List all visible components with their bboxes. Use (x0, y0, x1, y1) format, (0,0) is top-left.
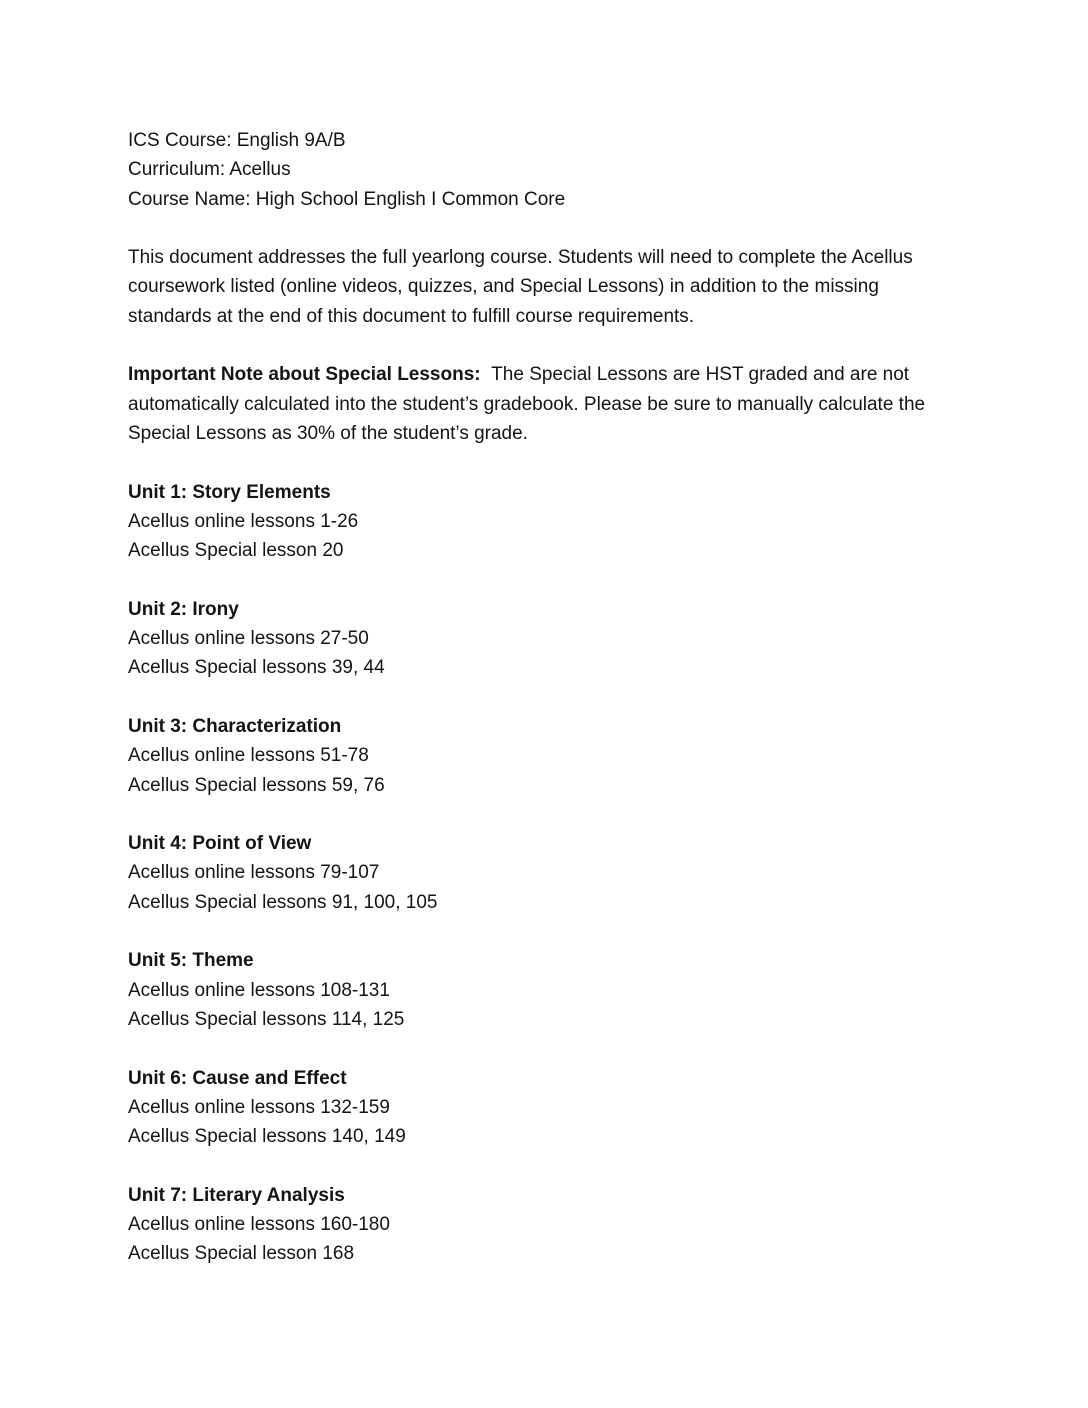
unit-special-lessons: Acellus Special lessons 59, 76 (128, 774, 385, 796)
unit-block (128, 712, 968, 800)
curriculum-line: Curriculum: Acellus (128, 159, 291, 181)
note-line: Special Lessons as 30% of the student’s grade. (128, 422, 528, 444)
unit-block (128, 595, 968, 683)
unit-online-lessons: Acellus online lessons 27-50 (128, 628, 369, 650)
spacer (128, 1034, 968, 1063)
note-line: automatically calculated into the student’s gradebook. Please be sure to manually calculate the (128, 393, 926, 415)
spacer (128, 1151, 968, 1180)
unit-online-lessons: Acellus online lessons 1-26 (128, 510, 359, 532)
unit-title: Unit 2: Irony (128, 598, 239, 620)
unit-block (128, 1181, 968, 1269)
spacer (128, 448, 968, 477)
spacer (128, 565, 968, 594)
unit-block (128, 829, 968, 917)
spacer (128, 214, 968, 243)
unit-title: Unit 5: Theme (128, 950, 254, 972)
unit-block (128, 1064, 968, 1152)
unit-online-lessons: Acellus online lessons 51-78 (128, 745, 369, 767)
unit-special-lessons: Acellus Special lesson 20 (128, 540, 344, 562)
special-lessons-note (128, 360, 968, 448)
unit-online-lessons: Acellus online lessons 160-180 (128, 1213, 390, 1235)
header-block (128, 126, 968, 214)
note-line (128, 360, 968, 389)
intro-line: coursework listed (online videos, quizzes, and Special Lessons) in addition to the missing (128, 276, 879, 298)
unit-online-lessons: Acellus online lessons 132-159 (128, 1096, 390, 1118)
unit-special-lessons: Acellus Special lessons 114, 125 (128, 1008, 405, 1030)
unit-title: Unit 4: Point of View (128, 833, 312, 855)
document-page (128, 126, 968, 1269)
note-label: Important Note about Special Lessons: (128, 364, 481, 386)
unit-special-lessons: Acellus Special lessons 140, 149 (128, 1126, 406, 1148)
unit-online-lessons: Acellus online lessons 79-107 (128, 862, 380, 884)
course-line: ICS Course: English 9A/B (128, 130, 346, 151)
unit-title: Unit 3: Characterization (128, 715, 342, 737)
note-text: The Special Lessons are HST graded and are not (491, 364, 910, 386)
spacer (128, 800, 968, 829)
intro-line: This document addresses the full yearlong course. Students will need to complete the Acellus (128, 247, 913, 269)
unit-block (128, 478, 968, 566)
course-name-line: Course Name: High School English I Common Core (128, 188, 566, 210)
unit-title: Unit 6: Cause and Effect (128, 1067, 347, 1089)
unit-special-lessons: Acellus Special lessons 91, 100, 105 (128, 891, 438, 913)
spacer (128, 683, 968, 712)
intro-line: standards at the end of this document to fulfill course requirements. (128, 305, 695, 327)
unit-title: Unit 1: Story Elements (128, 481, 331, 503)
unit-block (128, 946, 968, 1034)
spacer (128, 917, 968, 946)
unit-special-lessons: Acellus Special lessons 39, 44 (128, 657, 385, 679)
unit-special-lessons: Acellus Special lesson 168 (128, 1243, 355, 1265)
spacer (128, 331, 968, 360)
intro-paragraph (128, 243, 968, 331)
unit-online-lessons: Acellus online lessons 108-131 (128, 979, 390, 1001)
unit-title: Unit 7: Literary Analysis (128, 1184, 345, 1206)
